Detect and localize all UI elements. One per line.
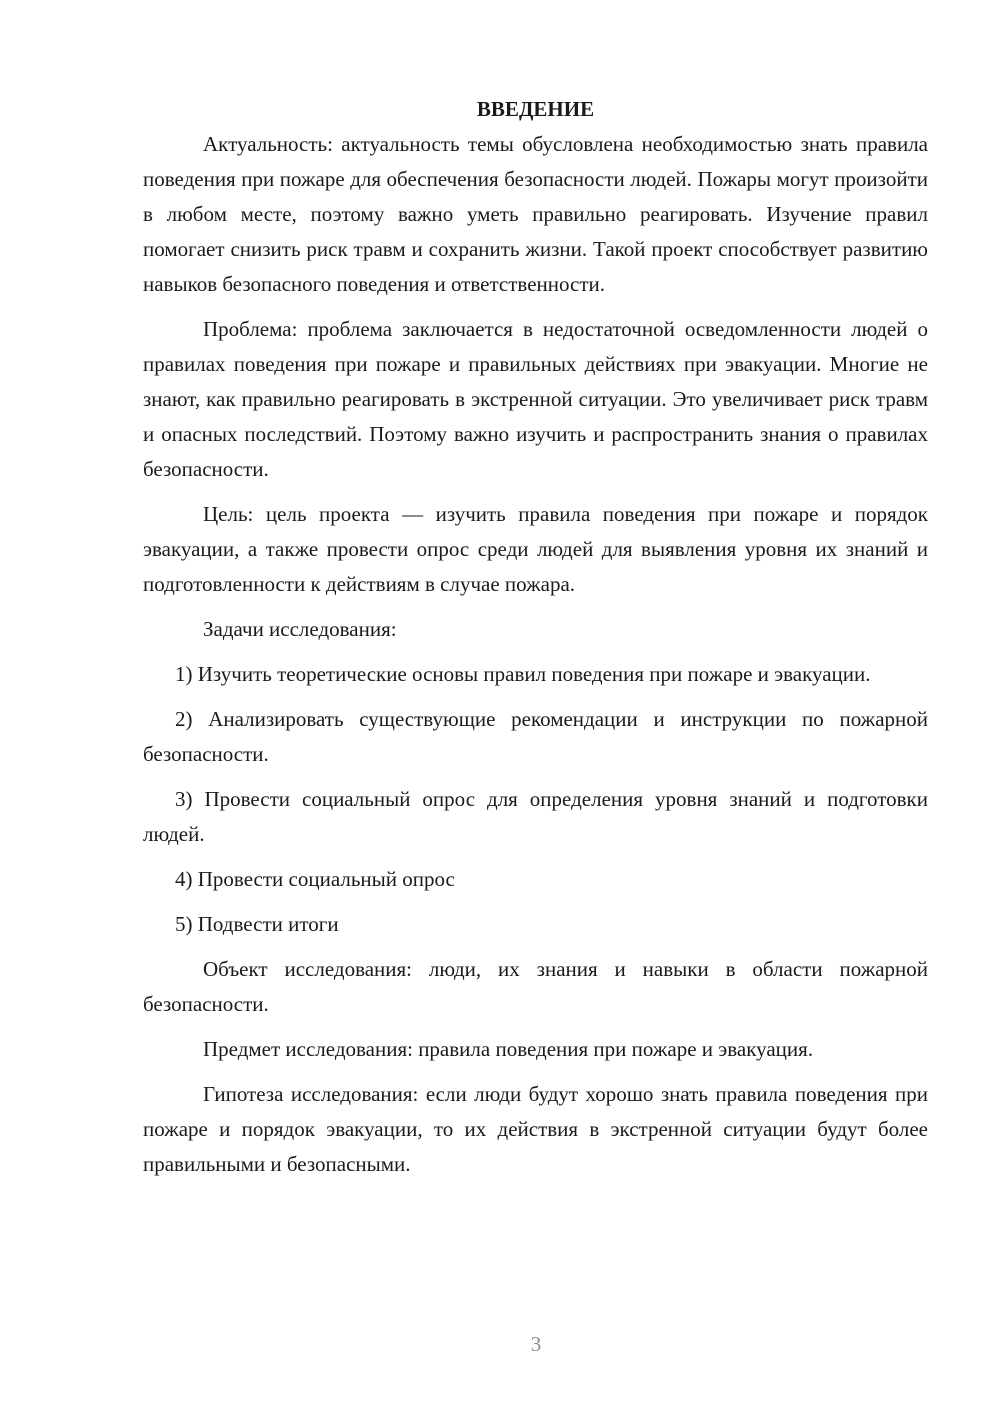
task-item-5: 5) Подвести итоги	[175, 912, 339, 936]
relevance-paragraph: Актуальность: актуальность темы обусловлена необходимостью знать правила поведения при пожаре для обеспечения безопасности людей. Пожары могут произойти в любом месте, поэтому важно уметь правильно реагировать. Изучение правил помогает снизить риск травм и сохранить жизни. Такой проект способствует развитию навыков безопасного поведения и ответственности.	[143, 132, 928, 296]
tasks-title: Задачи исследования:	[203, 617, 397, 641]
task-item-3: 3) Провести социальный опрос для определения уровня знаний и подготовки людей.	[143, 787, 928, 846]
page-title: ВВЕДЕНИЕ	[476, 97, 595, 121]
object-paragraph: Объект исследования: люди, их знания и навыки в области пожарной безопасности.	[143, 957, 928, 1016]
hypothesis-paragraph: Гипотеза исследования: если люди будут хорошо знать правила поведения при пожаре и порядок эвакуации, то их действия в экстренной ситуации будут более правильными и безопасными.	[143, 1082, 928, 1176]
document-page	[143, 92, 928, 1192]
task-item-4: 4) Провести социальный опрос	[175, 867, 455, 891]
task-item-2: 2) Анализировать существующие рекомендации и инструкции по пожарной безопасности.	[143, 707, 928, 766]
problem-paragraph: Проблема: проблема заключается в недостаточной осведомленности людей о правилах поведения при пожаре и правильных действиях при эвакуации. Многие не знают, как правильно реагировать в экстренной ситуации. Это увеличивает риск травм и опасных последствий. Поэтому важно изучить и распространить знания о правилах безопасности.	[143, 317, 928, 481]
subject-paragraph: Предмет исследования: правила поведения при пожаре и эвакуация.	[203, 1037, 814, 1061]
goal-paragraph: Цель: цель проекта — изучить правила поведения при пожаре и порядок эвакуации, а также провести опрос среди людей для выявления уровня их знаний и подготовленности к действиям в случае пожара.	[143, 502, 928, 596]
task-item-1: 1) Изучить теоретические основы правил поведения при пожаре и эвакуации.	[175, 662, 871, 686]
page-number: 3	[530, 1332, 542, 1356]
